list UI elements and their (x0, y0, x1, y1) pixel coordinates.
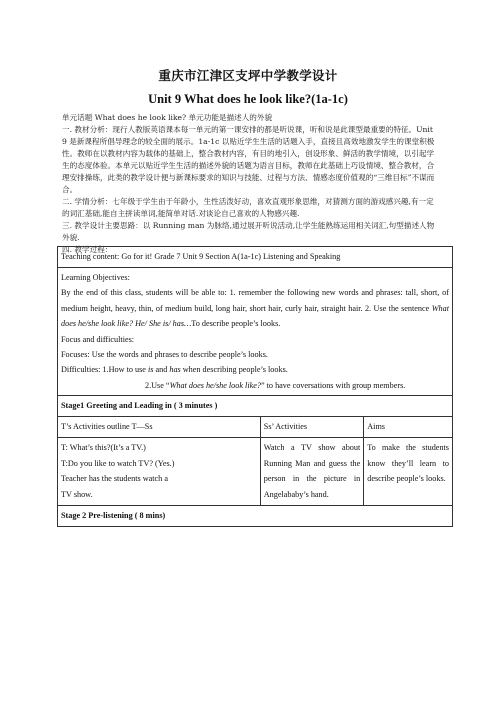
stage1-heading: Stage1 Greeting and Leading in ( 3 minutes ) (58, 396, 453, 417)
textbook-analysis: 一. 教材分析：现行人教版英语课本每一单元的第一课安排的都是听说课，听和说是此课型最重要的特征。Unit 9 是新课程所倡导理念的较全面的展示。1a-1c 以贴近学生生活的话题入手，直接且高效地激发学生的课堂积极性。教师在以教材内容为载体的基础上，整合教材内容，有目的地引入，创设形象、鲜活的教学情境，以引起学生的态度体验。本单元以贴近学生生活的描述外貌的话题为语言目标，教师在此基础上巧设情境、整合教材，合理安排操练，此类的教学设计便与新课标要求的知识与技能、过程与方法、情感态度价值观的“三维目标”不谋而合。 (62, 125, 435, 194)
col-teacher-header: T’s Activities outline T—Ss (58, 417, 261, 438)
difficulty-2-question: What does he/she look like? (169, 380, 261, 390)
difficulty-1 (61, 362, 449, 377)
student-analysis: 二. 学情分析：七年级于学生由于年龄小，生性活泼好动，喜欢直观形象思维，对猜测方面的游戏感兴趣,有一定的词汇基础,能自主拼读单词,能简单对话.对谈论自己喜欢的人物感兴趣. (62, 197, 434, 218)
objectives-text-end: To describe people’s looks. (191, 319, 281, 329)
teacher-line: T: What’s this?(It’s a TV.) (61, 443, 146, 453)
stage2-heading: Stage 2 Pre-listening ( 8 mins) (58, 505, 453, 526)
difficulty-1-text: Difficulties: 1.How to use (61, 365, 148, 375)
col-aims-header: Aims (364, 417, 453, 438)
aims: To make the students know they’ll learn to describe people’s looks. (364, 438, 453, 505)
teacher-line: Teacher has the students watch a (61, 474, 168, 484)
process-heading: 四. 教学过程： (62, 245, 113, 254)
objectives-text (61, 285, 449, 331)
teacher-line: T:Do you like to watch TV? (Yes.) (61, 458, 175, 468)
difficulty-2-text: 2.Use “ (145, 380, 170, 390)
objectives-sentence: What does he/she look like? He/ She is/ has… (61, 303, 449, 329)
teaching-content: Teaching content: Go for it! Grade 7 Unit 9 Section A(1a-1c) Listening and Speaking (58, 247, 453, 268)
learning-objectives-cell (58, 268, 453, 396)
lesson-plan-table (57, 246, 453, 527)
focus-heading: Focus and difficulties: (61, 334, 135, 344)
school-title: 重庆市江津区支坪中学教学设计 (158, 68, 338, 83)
unit-topic: 单元话题 What does he look like? 单元功能是描述人的外貌 (62, 113, 273, 122)
focuses: Focuses: Use the words and phrases to describe people’s looks. (61, 350, 268, 360)
col-students-header: Ss’ Activities (260, 417, 363, 438)
difficulty-2 (61, 378, 449, 393)
difficulty-2-end: ” to have coversations with group members. (260, 380, 406, 390)
word-has: has (169, 365, 181, 375)
intro-section (62, 112, 440, 256)
unit-title: Unit 9 What does he look like?(1a-1c) (148, 92, 348, 106)
objectives-text-part: By the end of this class, students will be able to: 1. remember the following new words and phrases: tall, short, of medium height, heavy, thin, of medium build, long hair, short hair, curly hair, straight hair. 2. Use the sentence (61, 288, 449, 313)
design-idea: 三. 教学设计主要思路：以 Running man 为脉络,通过展开听说活动,让学生能熟练运用相关词汇,句型描述人物外貌. (62, 221, 435, 242)
teacher-activities (58, 438, 261, 505)
objectives-heading: Learning Objectives: (61, 273, 130, 282)
word-is: is (147, 365, 154, 375)
word-and: and (153, 365, 170, 375)
student-activities: Watch a TV show about Running Man and guess the person in the picture in Angelababy’s hand. (260, 438, 363, 505)
difficulty-1-end: when describing people’s looks. (180, 365, 288, 375)
teacher-line: TV show. (61, 490, 93, 500)
